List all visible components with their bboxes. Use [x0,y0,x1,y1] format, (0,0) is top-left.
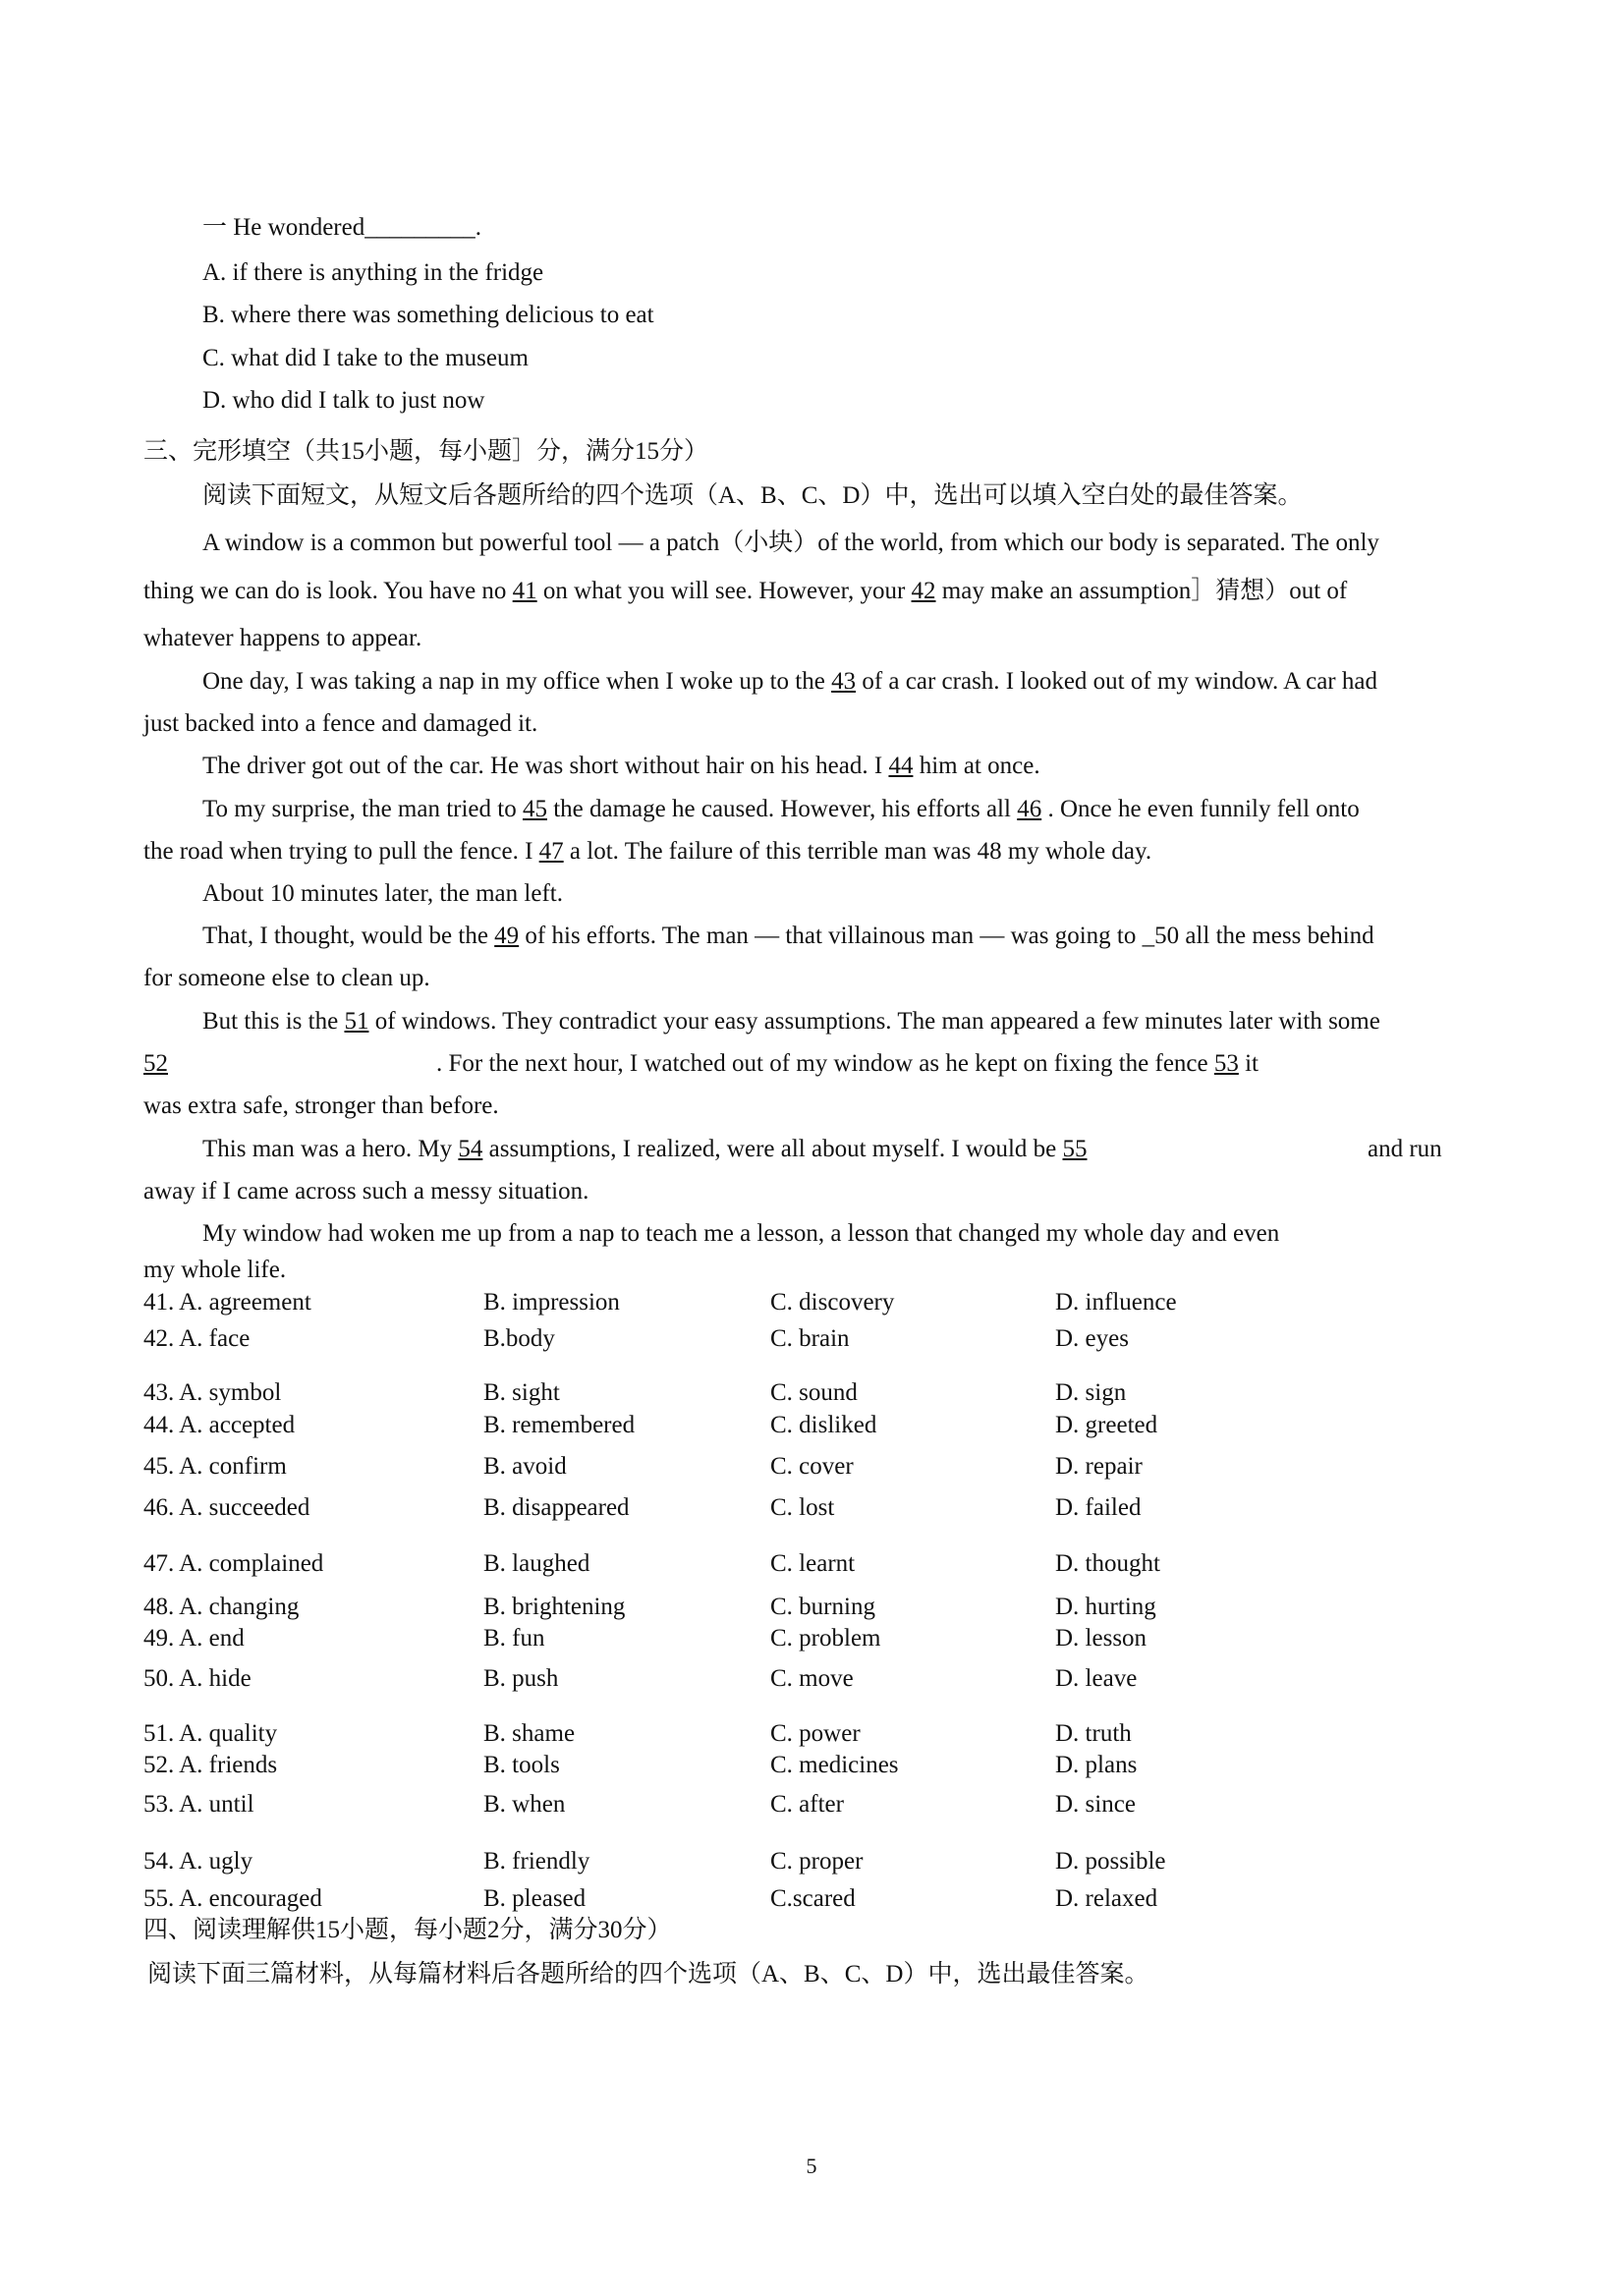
choice-option: D. plans [1055,1752,1138,1778]
choice-option: D. repair [1055,1453,1143,1480]
choice-option: B. remembered [483,1412,636,1438]
choice-option: C. medicines [770,1752,899,1778]
choice-option: D. eyes [1055,1325,1129,1352]
choice-question: 49. A. end [143,1625,245,1652]
choice-question: 41. A. agreement [143,1289,311,1316]
blank-51: 51 [344,1008,369,1035]
passage-line: That, I thought, would be the 49 of his efforts. The man — that villainous man — was going to _50 all the mess behind [202,923,1374,949]
choice-question: 46. A. succeeded [143,1494,310,1521]
option-d: D. who did I talk to just now [202,387,485,414]
choice-option: B. pleased [483,1885,587,1912]
blank-45: 45 [522,796,547,822]
choice-option: D. failed [1055,1494,1142,1521]
choice-question: 48. A. changing [143,1594,300,1620]
blank-44: 44 [888,753,914,779]
blank-42: 42 [911,578,936,604]
passage-line: About 10 minutes later, the man left. [202,880,563,907]
blank-46: 46 [1017,796,1042,822]
choice-option: B. shame [483,1720,576,1747]
option-b: B. where there was something delicious to eat [202,302,654,328]
choice-option: B. sight [483,1379,560,1406]
choice-question: 51. A. quality [143,1720,278,1747]
choice-option: D. greeted [1055,1412,1158,1438]
passage-line: away if I came across such a messy situation. [143,1178,589,1204]
choice-option: B. friendly [483,1848,590,1875]
blank-49: 49 [494,923,520,949]
choice-option: B. laughed [483,1550,590,1577]
choice-option: C. problem [770,1625,881,1652]
blank-53: 53 [1213,1050,1239,1077]
blank-47: 47 [538,838,564,865]
passage-line: . For the next hour, I watched out of my window as he kept on fixing the fence 53 it [436,1050,1259,1077]
option-c: C. what did I take to the museum [202,345,529,371]
choice-option: B. when [483,1791,566,1818]
choice-question: 45. A. confirm [143,1453,287,1480]
passage-line: for someone else to clean up. [143,965,430,991]
choice-question: 43. A. symbol [143,1379,282,1406]
choice-option: C. move [770,1665,854,1692]
choice-option: D. thought [1055,1550,1160,1577]
passage-line: whatever happens to appear. [143,625,422,651]
choice-question: 55. A. encouraged [143,1885,322,1912]
passage-line: The driver got out of the car. He was short without hair on his head. I 44 him at once. [202,753,1040,779]
choice-option: D. sign [1055,1379,1127,1406]
section3-instruction: 阅读下面短文，从短文后各题所给的四个选项（A、B、C、D）中，选出可以填入空白处的最佳答案。 [202,482,1303,509]
choice-option: D. truth [1055,1720,1132,1747]
choice-option: B.body [483,1325,555,1352]
choice-option: C. power [770,1720,861,1747]
choice-option: B. fun [483,1625,545,1652]
choice-question: 53. A. until [143,1791,254,1818]
choice-option: C. lost [770,1494,835,1521]
section4-heading: 四、阅读理解供15小题，每小题2分，满分30分） [143,1917,672,1943]
blank-55: 55 [1062,1136,1088,1162]
choice-question: 54. A. ugly [143,1848,253,1875]
passage-line: my whole life. [143,1257,287,1283]
passage-line: My window had woken me up from a nap to teach me a lesson, a lesson that changed my whole day and even [202,1220,1280,1247]
choice-question: 44. A. accepted [143,1412,296,1438]
question-stem: 一 He wondered_________. [202,214,481,241]
choice-option: C. proper [770,1848,864,1875]
choice-option: D. hurting [1055,1594,1156,1620]
choice-option: C. discovery [770,1289,895,1316]
choice-option: C.scared [770,1885,856,1912]
passage-line: the road when trying to pull the fence. I 47 a lot. The failure of this terrible man was 48 my whole day. [143,838,1152,865]
passage-line: This man was a hero. My 54 assumptions, I realized, were all about myself. I would be 55 [202,1136,1088,1162]
choice-option: B. push [483,1665,559,1692]
passage-line: To my surprise, the man tried to 45 the damage he caused. However, his efforts all 46 . Once he even funnily fell onto [202,796,1360,822]
passage-line: and run [1368,1136,1442,1162]
passage-line: thing we can do is look. You have no 41 on what you will see. However, your 42 may make an assumption］猜想）out of [143,578,1348,604]
choice-option: D. leave [1055,1665,1138,1692]
choice-question: 52. A. friends [143,1752,278,1778]
option-a: A. if there is anything in the fridge [202,259,544,286]
choice-option: D. relaxed [1055,1885,1158,1912]
passage-line: But this is the 51 of windows. They contradict your easy assumptions. The man appeared a few minutes later with some [202,1008,1380,1035]
page-number: 5 [806,2154,817,2178]
choice-option: B. disappeared [483,1494,630,1521]
choice-question: 47. A. complained [143,1550,324,1577]
section4-instruction: 阅读下面三篇材料，从每篇材料后各题所给的四个选项（A、B、C、D）中，选出最佳答案。 [147,1961,1149,1988]
choice-option: C. burning [770,1594,875,1620]
blank-43: 43 [831,668,857,695]
passage-line: A window is a common but powerful tool — a patch（小块）of the world, from which our body is separated. The only [202,530,1379,556]
choice-option: B. brightening [483,1594,626,1620]
choice-option: C. sound [770,1379,858,1406]
choice-option: C. learnt [770,1550,856,1577]
blank-54: 54 [458,1136,483,1162]
section3-heading: 三、完形填空（共15小题，每小题］分，满分15分） [143,438,709,465]
choice-option: B. tools [483,1752,560,1778]
passage-line: just backed into a fence and damaged it. [143,710,538,737]
choice-option: C. brain [770,1325,850,1352]
choice-option: D. influence [1055,1289,1177,1316]
choice-option: D. lesson [1055,1625,1147,1652]
choice-option: C. disliked [770,1412,877,1438]
blank-41: 41 [512,578,537,604]
choice-question: 50. A. hide [143,1665,252,1692]
choice-option: B. avoid [483,1453,567,1480]
passage-line: One day, I was taking a nap in my office when I woke up to the 43 of a car crash. I looked out of my window. A car had [202,668,1377,695]
choice-option: B. impression [483,1289,620,1316]
choice-option: C. cover [770,1453,854,1480]
passage-line: was extra safe, stronger than before. [143,1092,499,1119]
choice-option: D. since [1055,1791,1136,1818]
blank-52: 52 [143,1050,168,1077]
choice-option: C. after [770,1791,844,1818]
choice-question: 42. A. face [143,1325,251,1352]
choice-option: D. possible [1055,1848,1166,1875]
